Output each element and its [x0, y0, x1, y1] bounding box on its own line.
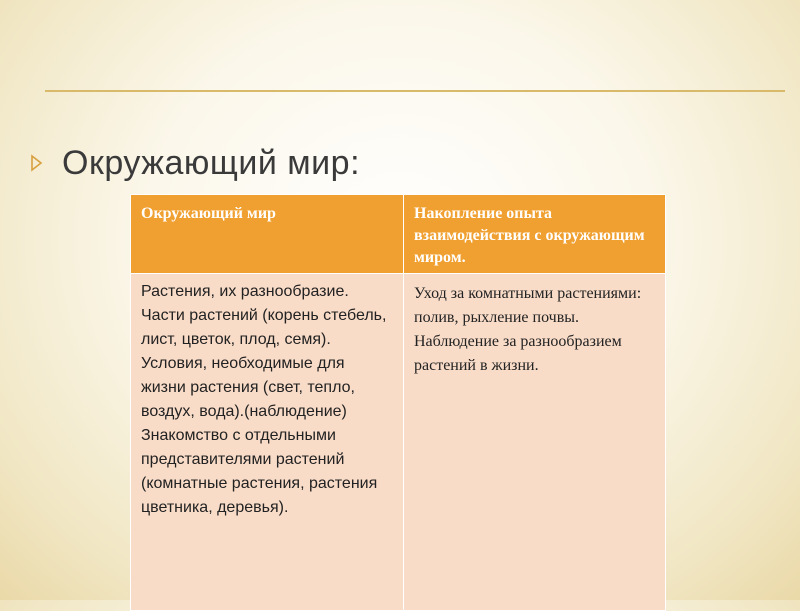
- table-header-cell: Накопление опыта взаимодействия с окружающим миром.: [404, 195, 666, 274]
- table-row: [131, 274, 666, 611]
- slide-heading: [30, 138, 360, 188]
- table-cell: Растения, их разнообразие. Части растений (корень стебель, лист, цветок, плод, семя). Условия, необходимые для жизни растения (свет, тепло, воздух, вода).(наблюдение) Знакомство с отдельными представителями растений (комнатные растения, растения цветника, деревья).: [131, 274, 404, 611]
- decorative-divider-line: [45, 90, 785, 92]
- hollow-arrow-bullet-icon: [30, 154, 44, 172]
- table-header-cell: Окружающий мир: [131, 195, 404, 274]
- table-header-row: [131, 195, 666, 274]
- table-cell: Уход за комнатными растениями: полив, рыхление почвы. Наблюдение за разнообразием растений в жизни.: [404, 274, 666, 611]
- heading-text: Окружающий мир:: [62, 143, 361, 182]
- content-table: [130, 194, 666, 611]
